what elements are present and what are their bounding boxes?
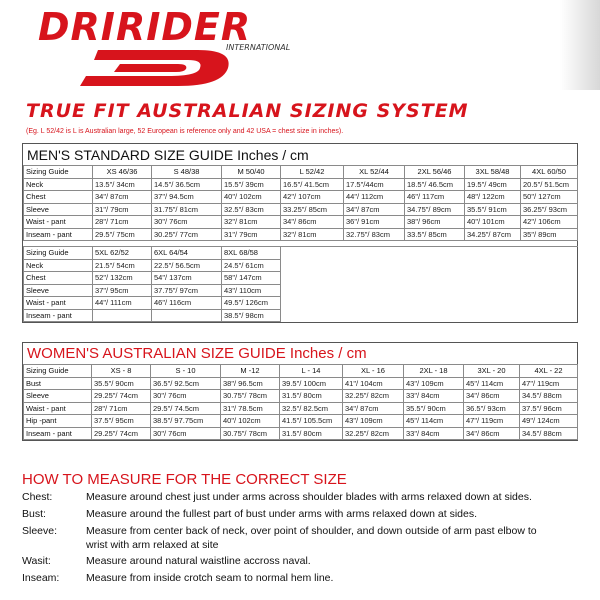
measure-description-continued: wrist with arm relaxed at site	[86, 539, 219, 551]
table-row	[24, 377, 578, 390]
measurement-value: 43"/ 109cm	[404, 377, 464, 390]
empty-cell	[281, 259, 344, 272]
empty-cell	[344, 284, 405, 297]
measurement-value: 37"/ 95cm	[93, 284, 152, 297]
measure-term: Sleeve:	[22, 525, 58, 537]
empty-cell	[521, 297, 578, 310]
measurement-value: 37.75"/ 97cm	[152, 284, 222, 297]
measurement-value: 34.25"/ 87cm	[465, 228, 521, 241]
empty-cell	[521, 284, 578, 297]
measurement-value: 31"/ 79cm	[222, 228, 281, 241]
measurement-value: 36"/ 91cm	[344, 216, 405, 229]
measure-term: Chest:	[22, 491, 53, 503]
measure-description: Measure from inside crotch seam to normal hem line.	[86, 572, 334, 584]
measurement-value: 29.5"/ 74.5cm	[151, 402, 221, 415]
womens-size-header: XS - 8	[92, 365, 151, 378]
measurement-value: 31"/ 79cm	[93, 203, 152, 216]
womens-size-header: L - 14	[280, 365, 343, 378]
empty-cell	[465, 309, 521, 322]
measure-instruction	[22, 553, 582, 570]
empty-cell	[405, 284, 465, 297]
measurement-value: 47"/ 119cm	[520, 377, 578, 390]
empty-cell	[344, 297, 405, 310]
measurement-value: 42"/ 107cm	[281, 191, 344, 204]
empty-cell	[465, 272, 521, 285]
measurement-value: 35.5"/ 91cm	[465, 203, 521, 216]
sizing-guide-header: Sizing Guide	[24, 247, 93, 260]
measurement-value: 40"/ 101cm	[465, 216, 521, 229]
measurement-label: Sleeve	[24, 284, 93, 297]
table-row	[24, 402, 578, 415]
table-row	[24, 216, 578, 229]
measurement-value: 41.5"/ 105.5cm	[280, 415, 343, 428]
measurement-value: 35.5"/ 90cm	[404, 402, 464, 415]
measurement-label: Bust	[24, 377, 92, 390]
measurement-value: 37.5"/ 96cm	[520, 402, 578, 415]
mens-size-header: 3XL 58/48	[465, 166, 521, 179]
table-row	[24, 415, 578, 428]
measurement-value: 38"/ 96.5cm	[221, 377, 280, 390]
measurement-value: 32.5"/ 83cm	[222, 203, 281, 216]
measurement-value: 14.5"/ 36.5cm	[152, 178, 222, 191]
measurement-label: Inseam - pant	[24, 309, 93, 322]
womens-size-table	[23, 364, 578, 440]
measurement-value: 45"/ 114cm	[404, 415, 464, 428]
measurement-value: 22.5"/ 56.5cm	[152, 259, 222, 272]
measurement-value: 16.5"/ 41.5cm	[281, 178, 344, 191]
measurement-value: 47"/ 119cm	[464, 415, 520, 428]
measurement-value: 42"/ 106cm	[521, 216, 578, 229]
measurement-value: 31"/ 78.5cm	[221, 402, 280, 415]
table-row	[24, 228, 578, 241]
table-row	[24, 297, 578, 310]
table-row	[24, 203, 578, 216]
empty-cell	[344, 259, 405, 272]
measurement-value: 28"/ 71cm	[92, 402, 151, 415]
empty-cell	[405, 272, 465, 285]
empty-cell	[405, 309, 465, 322]
measurement-value: 32"/ 81cm	[281, 228, 344, 241]
measurement-value: 21.5"/ 54cm	[93, 259, 152, 272]
measurement-value: 38"/ 96cm	[405, 216, 465, 229]
dririder-logo	[28, 6, 328, 86]
empty-cell	[521, 309, 578, 322]
measurement-value: 30"/ 76cm	[152, 216, 222, 229]
table-row	[24, 178, 578, 191]
mens-guide-title: MEN'S STANDARD SIZE GUIDE Inches / cm	[27, 147, 309, 163]
measurement-value: 32"/ 81cm	[222, 216, 281, 229]
measurement-value: 31.5"/ 80cm	[280, 427, 343, 440]
measurement-value: 49"/ 124cm	[520, 415, 578, 428]
measurement-label: Waist - pant	[24, 216, 93, 229]
empty-cell	[521, 272, 578, 285]
measurement-label: Neck	[24, 178, 93, 191]
measurement-value: 38.5"/ 97.75cm	[151, 415, 221, 428]
sizing-example-note: (Eg. L 52/42 is L is Australian large, 52 European is reference only and 42 USA = chest size in inches).	[26, 128, 344, 135]
measure-instruction	[22, 489, 582, 506]
table-header-row	[24, 247, 578, 260]
measurement-value: 52"/ 132cm	[93, 272, 152, 285]
womens-size-header: XL - 16	[343, 365, 404, 378]
measure-term: Inseam:	[22, 572, 60, 584]
measurement-value: 31.75"/ 81cm	[152, 203, 222, 216]
measurement-value: 33.5"/ 85cm	[405, 228, 465, 241]
measure-term: Bust:	[22, 508, 46, 520]
empty-cell	[465, 297, 521, 310]
empty-cell	[405, 259, 465, 272]
svg-text:INTERNATIONAL: INTERNATIONAL	[226, 43, 291, 52]
mens-size-table	[23, 165, 578, 322]
measurement-label: Waist - pant	[24, 402, 92, 415]
table-row	[24, 272, 578, 285]
measurement-value: 45"/ 114cm	[464, 377, 520, 390]
measurement-value: 50"/ 127cm	[521, 191, 578, 204]
womens-size-header: 4XL - 22	[520, 365, 578, 378]
womens-size-header: S - 10	[151, 365, 221, 378]
mens-size-header: 5XL 62/52	[93, 247, 152, 260]
measurement-value: 30.75"/ 78cm	[221, 427, 280, 440]
measurement-value: 29.5"/ 75cm	[93, 228, 152, 241]
measurement-value: 39.5"/ 100cm	[280, 377, 343, 390]
measurement-value: 33.25"/ 85cm	[281, 203, 344, 216]
measurement-value: 43"/ 109cm	[343, 415, 404, 428]
measurement-label: Hip -pant	[24, 415, 92, 428]
measurement-value: 49.5"/ 126cm	[222, 297, 281, 310]
table-row	[24, 390, 578, 403]
measurement-value: 15.5"/ 39cm	[222, 178, 281, 191]
measurement-value: 36.25"/ 93cm	[521, 203, 578, 216]
empty-cell	[281, 284, 344, 297]
measure-description: Measure around natural waistline accross naval.	[86, 555, 311, 567]
empty-cell	[465, 259, 521, 272]
mens-size-header: XS 46/36	[93, 166, 152, 179]
measurement-value: 20.5"/ 51.5cm	[521, 178, 578, 191]
empty-cell	[465, 284, 521, 297]
womens-guide-title: WOMEN'S AUSTRALIAN SIZE GUIDE Inches / cm	[27, 345, 367, 362]
sizing-guide-header: Sizing Guide	[24, 365, 92, 378]
mens-size-header: 4XL 60/50	[521, 166, 578, 179]
measurement-label: Waist - pant	[24, 297, 93, 310]
measurement-value: 30.75"/ 78cm	[221, 390, 280, 403]
measurement-value: 34.5"/ 88cm	[520, 390, 578, 403]
empty-cell	[465, 247, 521, 260]
empty-cell	[405, 247, 465, 260]
measurement-value: 33"/ 84cm	[404, 390, 464, 403]
womens-size-header: 2XL - 18	[404, 365, 464, 378]
measurement-value: 34"/ 87cm	[93, 191, 152, 204]
measurement-value: 24.5"/ 61cm	[222, 259, 281, 272]
mens-size-header: 6XL 64/54	[152, 247, 222, 260]
measurement-value: 32.25"/ 82cm	[343, 390, 404, 403]
measurement-value: 32.5"/ 82.5cm	[280, 402, 343, 415]
measure-term: Wasit:	[22, 555, 51, 567]
measurement-value: 34"/ 86cm	[281, 216, 344, 229]
measurement-value: 18.5"/ 46.5cm	[405, 178, 465, 191]
mens-size-header: XL 52/44	[344, 166, 405, 179]
measurement-value: 37"/ 94.5cm	[152, 191, 222, 204]
empty-cell	[405, 297, 465, 310]
measurement-label: Inseam - pant	[24, 427, 92, 440]
measurement-value: 40"/ 102cm	[221, 415, 280, 428]
how-to-measure-list	[22, 489, 582, 587]
measurement-value: 44"/ 112cm	[344, 191, 405, 204]
mens-size-header: 8XL 68/58	[222, 247, 281, 260]
measurement-value: 32.75"/ 83cm	[344, 228, 405, 241]
measurement-value: 34"/ 87cm	[343, 402, 404, 415]
measurement-value: 30.25"/ 77cm	[152, 228, 222, 241]
table-row	[24, 309, 578, 322]
edge-shade	[560, 0, 600, 90]
mens-size-guide	[22, 143, 578, 323]
empty-cell	[521, 259, 578, 272]
measurement-label: Chest	[24, 191, 93, 204]
measurement-value: 40"/ 102cm	[222, 191, 281, 204]
measurement-value: 36.5"/ 93cm	[464, 402, 520, 415]
measurement-value: 17.5"/44cm	[344, 178, 405, 191]
empty-cell	[281, 309, 344, 322]
measurement-label: Sleeve	[24, 390, 92, 403]
measurement-label: Sleeve	[24, 203, 93, 216]
measure-instruction	[22, 506, 582, 523]
womens-size-header: M -12	[221, 365, 280, 378]
measurement-value: 28"/ 71cm	[93, 216, 152, 229]
mens-size-header: L 52/42	[281, 166, 344, 179]
table-row	[24, 284, 578, 297]
measurement-value: 34"/ 86cm	[464, 427, 520, 440]
empty-cell	[281, 297, 344, 310]
measurement-value: 31.5"/ 80cm	[280, 390, 343, 403]
measurement-value: 41"/ 104cm	[343, 377, 404, 390]
page-title: TRUE FIT AUSTRALIAN SIZING SYSTEM	[26, 100, 469, 122]
mens-size-header: M 50/40	[222, 166, 281, 179]
empty-cell	[281, 272, 344, 285]
empty-cell	[281, 247, 344, 260]
measurement-value	[93, 309, 152, 322]
empty-cell	[344, 309, 405, 322]
measurement-value	[152, 309, 222, 322]
measurement-value: 34.75"/ 89cm	[405, 203, 465, 216]
measurement-value: 58"/ 147cm	[222, 272, 281, 285]
measurement-value: 30"/ 76cm	[151, 427, 221, 440]
svg-text:DRIRIDER: DRIRIDER	[38, 6, 252, 49]
measure-instruction	[22, 570, 582, 587]
measurement-value: 46"/ 117cm	[405, 191, 465, 204]
womens-size-guide	[22, 342, 578, 441]
measurement-value: 38.5"/ 98cm	[222, 309, 281, 322]
empty-cell	[521, 247, 578, 260]
table-row	[24, 427, 578, 440]
measurement-value: 36.5"/ 92.5cm	[151, 377, 221, 390]
table-header-row	[24, 166, 578, 179]
measure-description: Measure around the fullest part of bust under arms with arms relaxed down at sides.	[86, 508, 478, 520]
measurement-value: 13.5"/ 34cm	[93, 178, 152, 191]
table-row	[24, 191, 578, 204]
measurement-value: 30"/ 76cm	[151, 390, 221, 403]
measurement-value: 29.25"/ 74cm	[92, 390, 151, 403]
measurement-value: 35"/ 89cm	[521, 228, 578, 241]
measurement-value: 32.25"/ 82cm	[343, 427, 404, 440]
measurement-value: 37.5"/ 95cm	[92, 415, 151, 428]
measurement-value: 43"/ 110cm	[222, 284, 281, 297]
sizing-guide-header: Sizing Guide	[24, 166, 93, 179]
measurement-value: 34"/ 87cm	[344, 203, 405, 216]
measurement-value: 46"/ 116cm	[152, 297, 222, 310]
measure-description: Measure from center back of neck, over point of shoulder, and down outside of arm past elbow to	[86, 525, 537, 537]
measurement-value: 54"/ 137cm	[152, 272, 222, 285]
measure-description: Measure around chest just under arms across shoulder blades with arms relaxed down at sides.	[86, 491, 532, 503]
measurement-value: 44"/ 111cm	[93, 297, 152, 310]
table-header-row	[24, 365, 578, 378]
mens-size-header: S 48/38	[152, 166, 222, 179]
measurement-value: 29.25"/ 74cm	[92, 427, 151, 440]
measurement-value: 48"/ 122cm	[465, 191, 521, 204]
empty-cell	[344, 272, 405, 285]
measurement-value: 33"/ 84cm	[404, 427, 464, 440]
measurement-label: Inseam - pant	[24, 228, 93, 241]
table-row	[24, 259, 578, 272]
womens-size-header: 3XL - 20	[464, 365, 520, 378]
measurement-value: 35.5"/ 90cm	[92, 377, 151, 390]
measurement-label: Chest	[24, 272, 93, 285]
mens-size-header: 2XL 56/46	[405, 166, 465, 179]
measurement-value: 34.5"/ 88cm	[520, 427, 578, 440]
how-to-measure-title: HOW TO MEASURE FOR THE CORRECT SIZE	[22, 471, 347, 488]
measurement-value: 19.5"/ 49cm	[465, 178, 521, 191]
empty-cell	[344, 247, 405, 260]
measurement-label: Neck	[24, 259, 93, 272]
measurement-value: 34"/ 86cm	[464, 390, 520, 403]
